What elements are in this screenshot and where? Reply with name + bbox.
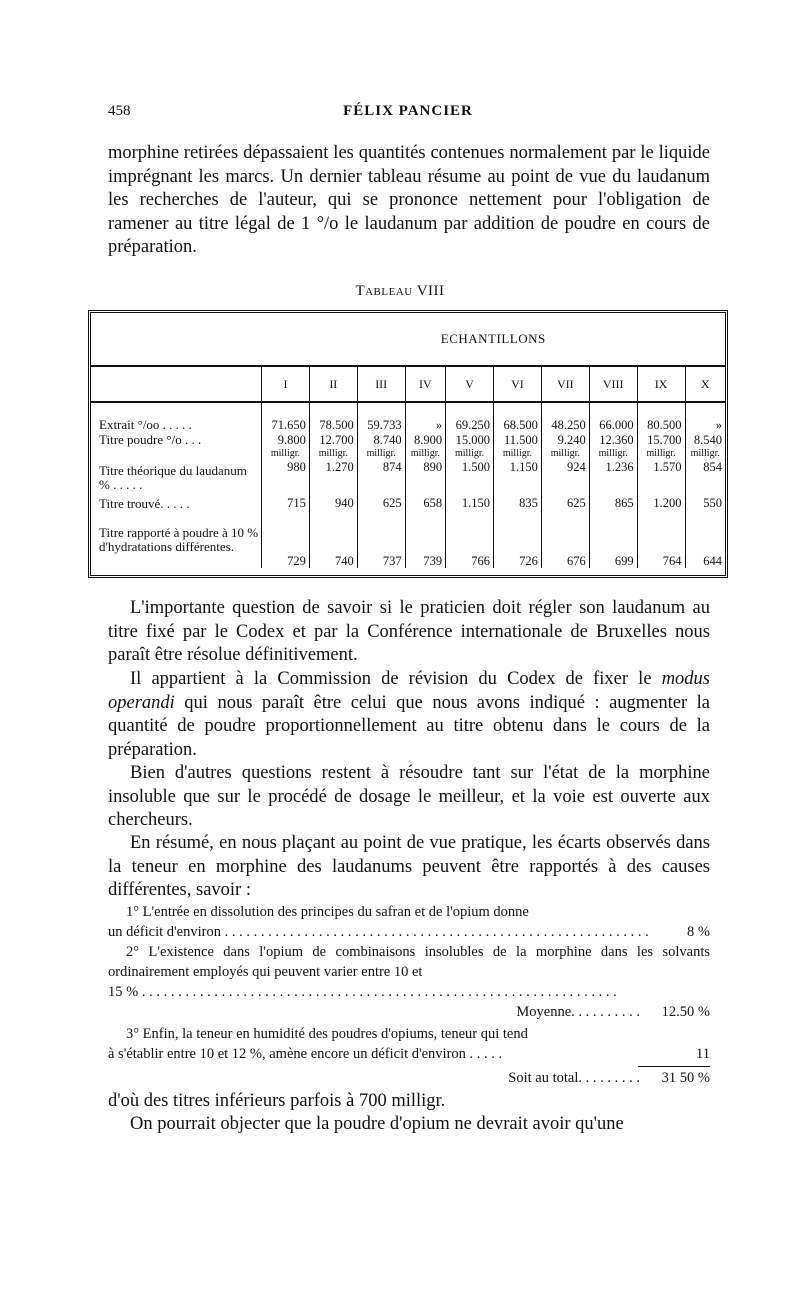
sample-header: IV: [405, 366, 446, 402]
value-cell: 835: [494, 496, 542, 512]
paragraph-commission-text-b: qui nous paraît être celui que nous avons indiqué : augmenter la quantité de poudre proportionnellement au titre obtenu dans le cours de la préparation.: [108, 692, 710, 760]
value-cell: 940: [309, 496, 357, 512]
value-cell: 980: [262, 460, 310, 496]
table-row: [91, 447, 725, 460]
value-cell: 1.150: [446, 496, 494, 512]
value-cell: 78.500: [309, 417, 357, 433]
total-line: [508, 1068, 710, 1088]
cause-1-lead: un déficit d'environ . . .: [108, 922, 650, 942]
row-label: Titre poudre °/o . . .: [99, 432, 202, 447]
total-rule: [638, 1066, 710, 1067]
table-row: [91, 496, 725, 512]
value-cell: 890: [405, 460, 446, 496]
value-cell: 1.236: [589, 460, 637, 496]
sample-header: VIII: [589, 366, 637, 402]
value-cell: 1.200: [637, 496, 685, 512]
row-label: Extrait °/oo . . . . .: [99, 417, 192, 432]
value-cell: »: [685, 417, 725, 433]
cause-1: [108, 902, 710, 942]
unit-cell: milligr.: [589, 447, 637, 460]
value-cell: 1.150: [494, 460, 542, 496]
value-cell: 625: [357, 496, 405, 512]
value-cell: 12.700: [309, 433, 357, 447]
paragraph-question: [108, 597, 710, 668]
paragraph-commission-text-a: Il appartient à la Commission de révision du Codex de fixer le: [130, 669, 662, 689]
sample-header: X: [685, 366, 725, 402]
value-cell: 80.500: [637, 417, 685, 433]
table-title: Tableau VIII: [355, 283, 445, 299]
value-cell: 11.500: [494, 433, 542, 447]
sample-header: II: [309, 366, 357, 402]
cause-3: [108, 1024, 710, 1064]
total-value: 31 50 %: [661, 1070, 710, 1086]
paragraph-objection-text: On pourrait objecter que la poudre d'opium ne devrait avoir qu'une: [130, 1114, 624, 1134]
cause-2-line: [108, 982, 710, 1002]
value-cell: 739: [405, 512, 446, 568]
value-cell: »: [405, 417, 446, 433]
moyenne-label: Moyenne. . . . . . . . . .: [516, 1004, 640, 1020]
value-cell: 550: [685, 496, 725, 512]
value-cell: 676: [541, 512, 589, 568]
moyenne-line: [516, 1002, 710, 1022]
cause-3-line: [108, 1044, 710, 1064]
unit-cell: milligr.: [637, 447, 685, 460]
data-table-frame: [88, 310, 728, 578]
paragraph-questions: [108, 762, 710, 833]
paragraph-summary-text: En résumé, en nous plaçant au point de vue pratique, les écarts observés dans la teneur en morphine des laudanums peuvent être rapportés à des causes différentes, savoir :: [108, 833, 710, 900]
row-label: Titre trouvé. . . . .: [99, 496, 190, 511]
unit-cell: milligr.: [685, 447, 725, 460]
sample-header: III: [357, 366, 405, 402]
value-cell: 1.270: [309, 460, 357, 496]
data-table: [91, 313, 725, 568]
value-cell: 699: [589, 512, 637, 568]
value-cell: 9.800: [262, 433, 310, 447]
unit-cell: milligr.: [309, 447, 357, 460]
total-label: Soit au total. . . . . . . . .: [508, 1070, 640, 1086]
cause-1-text: 1° L'entrée en dissolution des principes du safran et de l'opium donne: [126, 904, 529, 920]
value-cell: 644: [685, 512, 725, 568]
sample-header: VI: [494, 366, 542, 402]
value-cell: 737: [357, 512, 405, 568]
unit-cell: milligr.: [357, 447, 405, 460]
cause-1-line: [108, 922, 710, 942]
unit-cell: milligr.: [262, 447, 310, 460]
value-cell: 48.250: [541, 417, 589, 433]
value-cell: 8.900: [405, 433, 446, 447]
paragraph-summary: [108, 832, 710, 903]
paragraph-objection: [108, 1113, 710, 1137]
value-cell: 865: [589, 496, 637, 512]
paragraph-conclusion: d'où des titres inférieurs parfois à 700 milligr.: [108, 1091, 446, 1111]
cause-2: [108, 942, 710, 1002]
value-cell: 8.540: [685, 433, 725, 447]
value-cell: 15.700: [637, 433, 685, 447]
paragraph-commission: [108, 668, 710, 762]
row-label: [91, 447, 262, 460]
value-cell: 854: [685, 460, 725, 496]
value-cell: 658: [405, 496, 446, 512]
value-cell: 740: [309, 512, 357, 568]
unit-cell: milligr.: [405, 447, 446, 460]
spacer-row: [91, 402, 725, 417]
moyenne-value: 12.50 %: [661, 1004, 710, 1020]
value-cell: 68.500: [494, 417, 542, 433]
value-cell: 15.000: [446, 433, 494, 447]
value-cell: 1.500: [446, 460, 494, 496]
value-cell: 59.733: [357, 417, 405, 433]
table-row: [91, 417, 725, 433]
value-cell: 874: [357, 460, 405, 496]
cause-1-value: 8 %: [687, 924, 710, 940]
value-cell: 625: [541, 496, 589, 512]
cause-3-lead: à s'établir entre 10 et 12 %, amène encore un déficit d'environ . . . . .: [108, 1046, 503, 1062]
page-number: 458: [108, 103, 131, 119]
running-title: FÉLIX PANCIER: [343, 103, 473, 119]
group-header: ECHANTILLONS: [440, 331, 546, 346]
paragraph-question-text: L'importante question de savoir si le praticien doit régler son laudanum au titre fixé par le Codex et par la Conférence internationale de Bruxelles nous paraît être résolue définitivement.: [108, 598, 710, 665]
value-cell: 69.250: [446, 417, 494, 433]
value-cell: 9.240: [541, 433, 589, 447]
value-cell: 12.360: [589, 433, 637, 447]
table-row: [91, 460, 725, 496]
unit-cell: milligr.: [541, 447, 589, 460]
sample-header: VII: [541, 366, 589, 402]
value-cell: 66.000: [589, 417, 637, 433]
value-cell: 715: [262, 496, 310, 512]
unit-cell: milligr.: [446, 447, 494, 460]
cause-3-text: 3° Enfin, la teneur en humidité des poudres d'opiums, teneur qui tend: [126, 1026, 528, 1042]
table-row: [91, 433, 725, 447]
cause-2-lead: 15 % . . .: [108, 982, 710, 1002]
cause-3-value: 11: [696, 1046, 710, 1062]
paragraph-intro: morphine retirées dépassaient les quantités contenues normalement par le liquide imprégnant les marcs. Un dernier tableau résume au point de vue du laudanum les recherches de l'auteur, qui se prononce nettement pour l'obligation de ramener au titre légal de 1 °/o le laudanum par addition de poudre en cours de préparation.: [108, 143, 710, 257]
value-cell: 766: [446, 512, 494, 568]
modus-operandi-italic: modus operandi: [108, 669, 710, 713]
table-row: [91, 512, 725, 568]
unit-cell: milligr.: [494, 447, 542, 460]
sample-header: IX: [637, 366, 685, 402]
group-header-row: [91, 313, 725, 366]
value-cell: 1.570: [637, 460, 685, 496]
cause-2-text: 2° L'existence dans l'opium de combinaisons insolubles de la morphine dans les solvants ordinairement employés qui peuvent varier entre 10 et: [108, 944, 710, 980]
page-header: [108, 103, 708, 127]
row-label: Titre rapporté à poudre à 10 % d'hydratations différentes.: [99, 525, 259, 554]
value-cell: 924: [541, 460, 589, 496]
value-cell: 729: [262, 512, 310, 568]
value-cell: 726: [494, 512, 542, 568]
value-cell: 71.650: [262, 417, 310, 433]
row-label: Titre théorique du laudanum % . . . . .: [99, 463, 247, 492]
paragraph-questions-text: Bien d'autres questions restent à résoudre tant sur l'état de la morphine insoluble que sur le procédé de dosage le meilleur, et la voie est ouverte aux chercheurs.: [108, 763, 710, 830]
sample-header: I: [262, 366, 310, 402]
sample-header: V: [446, 366, 494, 402]
value-cell: 764: [637, 512, 685, 568]
sample-header-row: [91, 366, 725, 402]
value-cell: 8.740: [357, 433, 405, 447]
